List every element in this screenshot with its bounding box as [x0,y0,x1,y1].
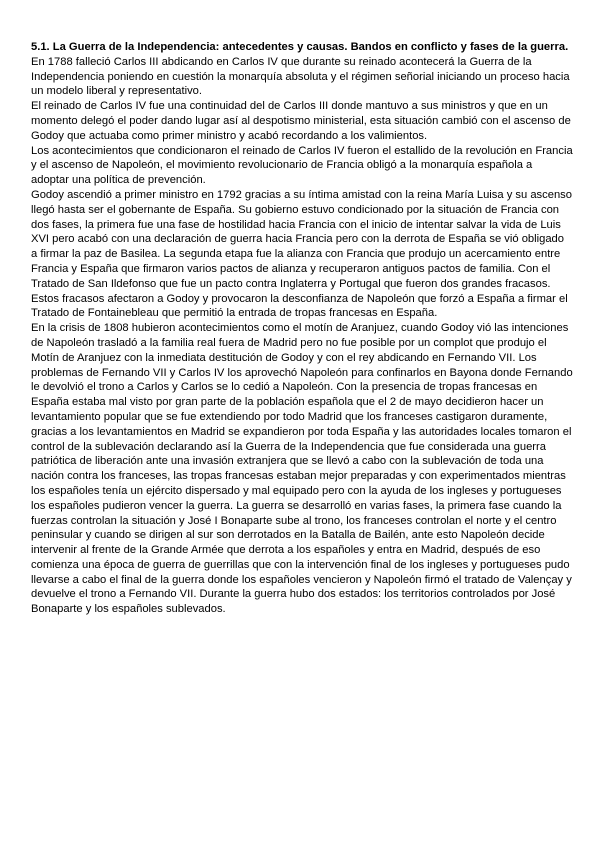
section-heading: 5.1. La Guerra de la Independencia: antecedentes y causas. Bandos en conflicto y fases de la guerra. [31,41,569,53]
document-page [31,40,573,617]
paragraph-acontecimientos: Los acontecimientos que condicionaron el reinado de Carlos IV fueron el estallido de la revolución en Francia y el ascenso de Napoleón, el movimiento revolucionario de Francia obligó a la monarquía española a adoptar una política de prevención. [31,144,573,187]
paragraph-carlos-iii: En 1788 falleció Carlos III abdicando en Carlos IV que durante su reinado acontecerá la Guerra de la Independencia poniendo en cuestión la monarquía absoluta y el régimen señorial iniciando un proceso hacia un modelo liberal y representativo. [31,55,570,98]
paragraph-crisis-1808: En la crisis de 1808 hubieron acontecimientos como el motín de Aranjuez, cuando Godoy vió las intenciones de Napoleón trasladó a la familia real fuera de Madrid pero no fue posible por un complot que produjo el Motín de Aranjuez con la inmediata destitución de Godoy y con el rey abdicando en Fernando VII. Los problemas de Fernando VII y Carlos IV los aprovechó Napoleón para confinarlos en Bayona donde Fernando le devolvió el trono a Carlos y Carlos se lo cedió a Napoleón. Con la presencia de tropas francesas en España estaba mal visto por gran parte de la población española que el 2 de mayo decidieron hacer un levantamiento popular que se fue extendiendo por todo Madrid que los franceses castigaron duramente, gracias a los levantamientos en Madrid se expandieron por toda España y las autoridades locales tomaron el control de la sublevación declarando así la Guerra de la Independencia que fue considerada una guerra patriótica de liberación ante una invasión extranjera que se llevó a cabo con la sublevación de toda una nación contra los franceses, las tropas francesas estaban mejor preparadas y con experimentados mientras los españoles tenía un ejército dispersado y mal equipado pero con la ayuda de los ingleses y portugueses los españoles pudieron vencer la guerra. La guerra se desarrolló en varias fases, la primera fase cuando la fuerzas controlan la situación y José I Bonaparte sube al trono, los franceses controlan el norte y el centro peninsular y cuando se dirigen al sur son derrotados en la Batalla de Bailén, ante esto Napoleón decide intervenir al frente de la Grande Armée que derrota a los españoles y entra en Madrid, después de eso comienza una época de guerra de guerrillas que con la intervención final de los ingleses y portugueses pudo llevarse a cabo el final de la guerra donde los españoles vencieron y Napoleón firmó el tratado de Valençay y devuelve el trono a Fernando VII. Durante la guerra hubo dos estados: los territorios controlados por José Bonaparte y los españoles sublevados. [31,322,573,616]
paragraph-godoy: Godoy ascendió a primer ministro en 1792 gracias a su íntima amistad con la reina María Luisa y su ascenso llegó hasta ser el gobernante de España. Su gobierno estuvo condicionado por la situación de Francia con dos fases, la primera fue una fase de hostilidad hacia Francia con el inicio de intentar salvar la vida de Luis XVI pero acabó con una declaración de guerra hacia Francia pero con la derrota de España se vió obligado a firmar la paz de Basilea. La segunda etapa fue la alianza con Francia que produjo un acercamiento entre Francia y España que firmaron varios pactos de alianza y recuperaron antiguos pactos de familia. Con el Tratado de San Ildefonso que fue un pacto contra Inglaterra y Portugal que fueron dos grandes fracasos. Estos fracasos afectaron a Godoy y provocaron la desconfianza de Napoleón que forzó a España a firmar el Tratado de Fontainebleau que permitió la entrada de tropas francesas en España. [31,188,572,320]
paragraph-reinado-carlos-iv: El reinado de Carlos IV fue una continuidad del de Carlos III donde mantuvo a sus ministros y que en un momento delegó el poder dando lugar así al despotismo ministerial, esta situación cambió con el ascenso de Godoy que actuaba como primer ministro y acabó recordando a los valimientos. [31,100,571,142]
